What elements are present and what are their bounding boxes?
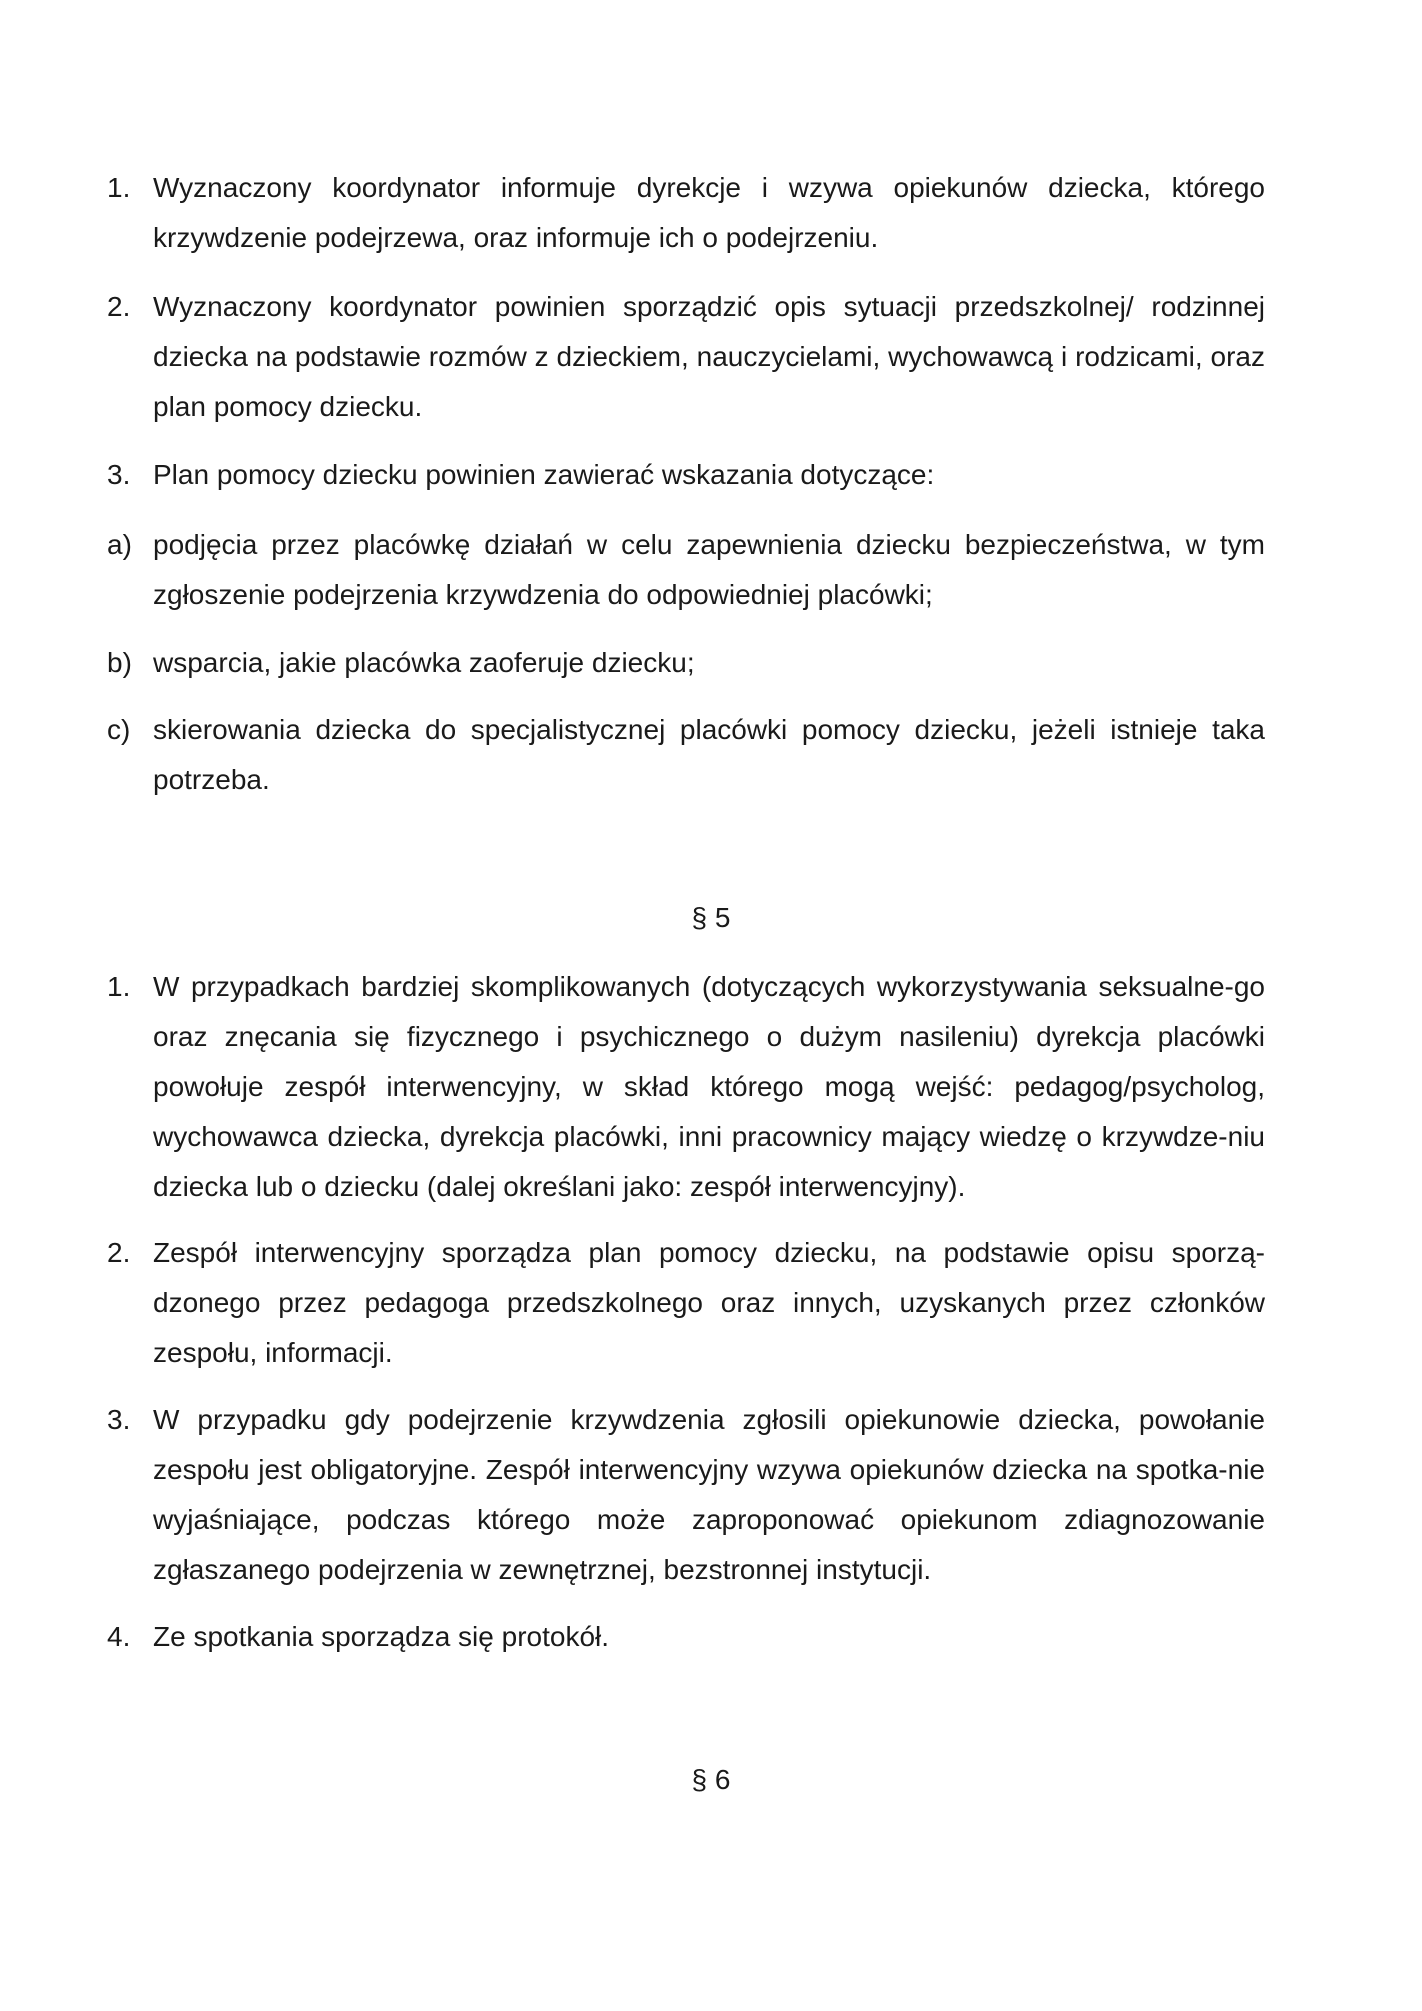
list-item-text: Ze spotkania sporządza się protokół. xyxy=(153,1621,610,1652)
list-marker: b) xyxy=(107,647,132,678)
list-item xyxy=(107,163,1265,263)
section-5-list xyxy=(107,1612,1265,1662)
list-item xyxy=(107,705,1265,805)
top-list xyxy=(107,282,1265,432)
list-item-text: W przypadkach bardziej skomplikowanych (dotyczących wykorzystywania seksualne-go oraz znęcania się fizycznego i psychicznego o dużym nasileniu) dyrekcja placówki powołuje zespół interwencyjny, w skład którego mogą wejść: pedagog/psycholog, wychowawca dziecka, dyrekcja placówki, inni pracownicy mający wiedzę o krzywdze-niu dziecka lub o dziecku (dalej określani jako: zespół interwencyjny). xyxy=(153,971,1265,1202)
list-item xyxy=(107,1228,1265,1378)
section-5-list xyxy=(107,1395,1265,1595)
list-marker: 4. xyxy=(107,1621,131,1652)
list-marker: c) xyxy=(107,714,131,745)
section-5-list xyxy=(107,962,1265,1212)
list-item-text: W przypadku gdy podejrzenie krzywdzenia zgłosili opiekunowie dziecka, powołanie zespołu jest obligatoryjne. Zespół interwencyjny wzywa opiekunów dziecka na spotka-nie wyjaśniające, podczas którego może zaproponować opiekunom zdiagnozowanie zgłaszanego podejrzenia w zewnętrznej, bezstronnej instytucji. xyxy=(153,1404,1265,1585)
list-marker: 1. xyxy=(107,172,131,203)
top-list xyxy=(107,705,1265,805)
list-item xyxy=(107,1395,1265,1595)
section-heading: § 6 xyxy=(691,1764,731,1795)
list-item xyxy=(107,520,1265,620)
list-marker: 1. xyxy=(107,971,131,1002)
list-item-text: Wyznaczony koordynator powinien sporządzić opis sytuacji przedszkolnej/ rodzinnej dziecka na podstawie rozmów z dzieckiem, nauczycielami, wychowawcą i rodzicami, oraz plan pomocy dziecku. xyxy=(153,291,1265,422)
list-marker: 2. xyxy=(107,1237,131,1268)
list-item xyxy=(107,962,1265,1212)
top-list xyxy=(107,520,1265,620)
top-list xyxy=(107,163,1265,263)
top-list xyxy=(107,638,1265,688)
list-item-text: Wyznaczony koordynator informuje dyrekcje i wzywa opiekunów dziecka, którego krzywdzenie podejrzewa, oraz informuje ich o podejrzeniu. xyxy=(153,172,1265,253)
list-item-text: Plan pomocy dziecku powinien zawierać wskazania dotyczące: xyxy=(153,459,935,490)
list-item xyxy=(107,1612,1265,1662)
list-marker: 2. xyxy=(107,291,131,322)
list-item-text: skierowania dziecka do specjalistycznej placówki pomocy dziecku, jeżeli istnieje taka potrzeba. xyxy=(153,714,1265,795)
list-marker: a) xyxy=(107,529,132,560)
list-item-text: Zespół interwencyjny sporządza plan pomocy dziecku, na podstawie opisu sporzą-dzonego przez pedagoga przedszkolnego oraz innych, uzyskanych przez członków zespołu, informacji. xyxy=(153,1237,1265,1368)
section-5-list xyxy=(107,1228,1265,1378)
list-marker: 3. xyxy=(107,1404,131,1435)
list-item xyxy=(107,282,1265,432)
list-item xyxy=(107,450,1265,500)
list-item-text: wsparcia, jakie placówka zaoferuje dziecku; xyxy=(153,647,695,678)
section-heading: § 5 xyxy=(691,902,731,933)
list-item xyxy=(107,638,1265,688)
top-list xyxy=(107,450,1265,500)
list-marker: 3. xyxy=(107,459,131,490)
list-item-text: podjęcia przez placówkę działań w celu zapewnienia dziecku bezpieczeństwa, w tym zgłoszenie podejrzenia krzywdzenia do odpowiedniej placówki; xyxy=(153,529,1265,610)
